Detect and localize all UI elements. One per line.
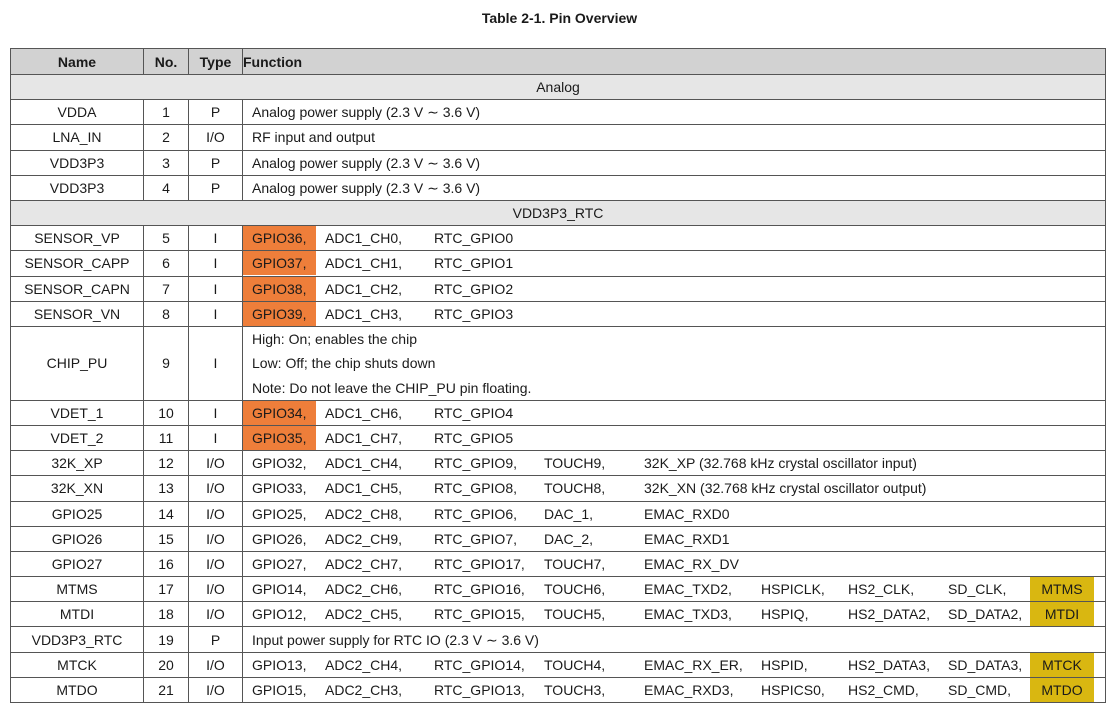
pin-number: 14 <box>144 501 189 526</box>
pin-type: P <box>189 100 243 125</box>
function-item: GPIO37, <box>243 251 316 275</box>
function-item: ADC2_CH7, <box>325 555 403 572</box>
function-item: TOUCH6, <box>544 581 606 598</box>
function-item: Analog power supply (2.3 V ∼ 3.6 V) <box>252 154 481 171</box>
function-item: ADC1_CH7, <box>325 430 403 447</box>
pin-function <box>243 125 1106 150</box>
pin-number: 3 <box>144 150 189 175</box>
function-item: GPIO13, <box>252 656 307 673</box>
pin-function <box>243 100 1106 125</box>
function-item: GPIO14, <box>252 581 307 598</box>
function-item: ADC1_CH6, <box>325 404 403 421</box>
function-item: EMAC_RXD1 <box>644 530 730 547</box>
function-item: RTC_GPIO4 <box>434 404 514 421</box>
pin-type: I <box>189 425 243 450</box>
table-row <box>11 326 1106 400</box>
function-item: EMAC_RXD3, <box>644 681 734 698</box>
function-item: RTC_GPIO3 <box>434 305 514 322</box>
pin-name: 32K_XN <box>11 476 144 501</box>
function-item: RTC_GPIO16, <box>434 581 525 598</box>
function-item: RTC_GPIO8, <box>434 480 517 497</box>
function-item: GPIO35, <box>243 426 316 450</box>
table-row <box>11 400 1106 425</box>
table-row <box>11 677 1106 702</box>
function-item: HS2_DATA2, <box>848 606 930 623</box>
function-item: HS2_DATA3, <box>848 656 930 673</box>
function-item: TOUCH4, <box>544 656 606 673</box>
table-row <box>11 577 1106 602</box>
function-item: GPIO27, <box>252 555 307 572</box>
pin-type: I/O <box>189 652 243 677</box>
pin-number: 12 <box>144 451 189 476</box>
function-item: ADC2_CH4, <box>325 656 403 673</box>
pin-name: VDD3P3 <box>11 150 144 175</box>
pin-type: I <box>189 301 243 326</box>
function-note: Low: Off; the chip shuts down <box>252 355 436 372</box>
function-item: EMAC_RXD0 <box>644 505 730 522</box>
function-item: ADC1_CH0, <box>325 230 403 247</box>
function-item: MTDI <box>1030 602 1094 626</box>
pin-type: P <box>189 150 243 175</box>
table-row <box>11 476 1106 501</box>
pin-name: LNA_IN <box>11 125 144 150</box>
pin-function <box>243 551 1106 576</box>
function-item: ADC2_CH8, <box>325 505 403 522</box>
pin-name: GPIO27 <box>11 551 144 576</box>
pin-type: I <box>189 276 243 301</box>
pin-name: 32K_XP <box>11 451 144 476</box>
function-item: RTC_GPIO0 <box>434 230 514 247</box>
pin-function <box>243 526 1106 551</box>
function-item: TOUCH9, <box>544 455 606 472</box>
function-item: SD_CLK, <box>948 581 1007 598</box>
pin-number: 19 <box>144 627 189 652</box>
table-row <box>11 451 1106 476</box>
function-item: EMAC_TXD2, <box>644 581 732 598</box>
function-note: Note: Do not leave the CHIP_PU pin floating. <box>252 379 532 396</box>
function-item: EMAC_RX_DV <box>644 555 739 572</box>
table-row <box>11 226 1106 251</box>
section-label: Analog <box>11 75 1106 100</box>
function-item: HS2_CMD, <box>848 681 919 698</box>
function-item: GPIO15, <box>252 681 307 698</box>
table-row <box>11 301 1106 326</box>
pin-type: I/O <box>189 501 243 526</box>
function-item: GPIO36, <box>243 226 316 250</box>
pin-number: 17 <box>144 577 189 602</box>
pin-number: 10 <box>144 400 189 425</box>
function-item: DAC_2, <box>544 530 594 547</box>
function-item: EMAC_RX_ER, <box>644 656 743 673</box>
section-row-analog <box>11 75 1106 100</box>
function-item: ADC1_CH3, <box>325 305 403 322</box>
pin-number: 20 <box>144 652 189 677</box>
function-note: High: On; enables the chip <box>252 331 417 348</box>
function-item: MTDO <box>1030 678 1094 702</box>
pin-number: 4 <box>144 175 189 200</box>
function-item: 32K_XN (32.768 kHz crystal oscillator output) <box>644 480 927 497</box>
pin-function <box>243 476 1106 501</box>
pin-name: SENSOR_VN <box>11 301 144 326</box>
function-item: RTC_GPIO2 <box>434 280 514 297</box>
pin-name: VDDA <box>11 100 144 125</box>
function-item: ADC1_CH1, <box>325 255 403 272</box>
function-item: RTC_GPIO13, <box>434 681 525 698</box>
function-item: ADC1_CH2, <box>325 280 403 297</box>
table-row <box>11 276 1106 301</box>
pin-type: I/O <box>189 451 243 476</box>
pin-number: 21 <box>144 677 189 702</box>
pin-type: I/O <box>189 526 243 551</box>
function-item: TOUCH7, <box>544 555 606 572</box>
table-row <box>11 652 1106 677</box>
pin-number: 15 <box>144 526 189 551</box>
pin-type: I/O <box>189 677 243 702</box>
function-item: Analog power supply (2.3 V ∼ 3.6 V) <box>252 104 481 121</box>
function-item: HSPICLK, <box>761 581 825 598</box>
function-item: ADC2_CH9, <box>325 530 403 547</box>
function-item: GPIO39, <box>243 302 316 326</box>
pin-number: 7 <box>144 276 189 301</box>
pin-type: P <box>189 627 243 652</box>
pin-number: 6 <box>144 251 189 276</box>
pin-function <box>243 425 1106 450</box>
function-item: HSPICS0, <box>761 681 825 698</box>
pin-name: VDET_1 <box>11 400 144 425</box>
pin-number: 18 <box>144 602 189 627</box>
col-header-no: No. <box>144 49 189 75</box>
pin-number: 2 <box>144 125 189 150</box>
pin-function <box>243 602 1106 627</box>
table-row <box>11 526 1106 551</box>
pin-function <box>243 326 1106 400</box>
pin-type: I <box>189 251 243 276</box>
pin-type: I <box>189 326 243 400</box>
function-item: RTC_GPIO15, <box>434 606 525 623</box>
pin-overview-table <box>10 48 1106 703</box>
function-item: GPIO25, <box>252 505 307 522</box>
table-title: Table 2-1. Pin Overview <box>481 10 638 26</box>
pin-function <box>243 627 1106 652</box>
pin-type: I <box>189 226 243 251</box>
function-item: ADC2_CH3, <box>325 681 403 698</box>
col-header-name: Name <box>11 49 144 75</box>
pin-function <box>243 150 1106 175</box>
function-item: MTMS <box>1030 577 1094 601</box>
pin-name: SENSOR_CAPP <box>11 251 144 276</box>
pin-type: I/O <box>189 125 243 150</box>
section-row-vdd3p3-rtc <box>11 200 1106 225</box>
function-item: SD_CMD, <box>948 681 1012 698</box>
function-item: Input power supply for RTC IO (2.3 V ∼ 3.6 V) <box>252 631 539 648</box>
function-item: SD_DATA2, <box>948 606 1023 623</box>
function-item: GPIO33, <box>252 480 307 497</box>
function-item: HS2_CLK, <box>848 581 915 598</box>
function-item: RF input and output <box>252 129 375 146</box>
function-item: RTC_GPIO7, <box>434 530 517 547</box>
pin-function <box>243 677 1106 702</box>
pin-name: VDD3P3 <box>11 175 144 200</box>
table-header-row <box>11 49 1106 75</box>
pin-function <box>243 652 1106 677</box>
function-item: TOUCH5, <box>544 606 606 623</box>
pin-name: GPIO25 <box>11 501 144 526</box>
function-item: MTCK <box>1030 653 1094 677</box>
pin-function <box>243 301 1106 326</box>
function-item: 32K_XP (32.768 kHz crystal oscillator input) <box>644 455 917 472</box>
pin-type: P <box>189 175 243 200</box>
table-row <box>11 627 1106 652</box>
table-row <box>11 602 1106 627</box>
col-header-type: Type <box>189 49 243 75</box>
table-row <box>11 251 1106 276</box>
pin-name: SENSOR_CAPN <box>11 276 144 301</box>
function-item: GPIO34, <box>243 401 316 425</box>
pin-name: MTDI <box>11 602 144 627</box>
function-item: Analog power supply (2.3 V ∼ 3.6 V) <box>252 179 481 196</box>
function-item: EMAC_TXD3, <box>644 606 732 623</box>
pin-function <box>243 501 1106 526</box>
pin-number: 5 <box>144 226 189 251</box>
function-item: RTC_GPIO6, <box>434 505 517 522</box>
function-item: RTC_GPIO1 <box>434 255 514 272</box>
function-item: HSPIQ, <box>761 606 809 623</box>
function-item: GPIO26, <box>252 530 307 547</box>
function-item: ADC2_CH6, <box>325 581 403 598</box>
table-row <box>11 501 1106 526</box>
table-row <box>11 175 1106 200</box>
pin-number: 8 <box>144 301 189 326</box>
pin-function <box>243 226 1106 251</box>
pin-name: GPIO26 <box>11 526 144 551</box>
pin-function <box>243 400 1106 425</box>
function-item: ADC1_CH5, <box>325 480 403 497</box>
function-item: RTC_GPIO9, <box>434 455 517 472</box>
pin-type: I/O <box>189 577 243 602</box>
function-item: TOUCH8, <box>544 480 606 497</box>
pin-name: VDET_2 <box>11 425 144 450</box>
function-item: GPIO12, <box>252 606 307 623</box>
pin-function <box>243 276 1106 301</box>
col-header-function: Function <box>243 49 1106 75</box>
pin-name: MTMS <box>11 577 144 602</box>
pin-name: MTDO <box>11 677 144 702</box>
section-label: VDD3P3_RTC <box>11 200 1106 225</box>
pin-type: I/O <box>189 602 243 627</box>
function-item: GPIO32, <box>252 455 307 472</box>
pin-name: VDD3P3_RTC <box>11 627 144 652</box>
function-item: RTC_GPIO14, <box>434 656 525 673</box>
table-row <box>11 551 1106 576</box>
pin-function <box>243 577 1106 602</box>
pin-name: MTCK <box>11 652 144 677</box>
table-row <box>11 100 1106 125</box>
function-item: HSPID, <box>761 656 808 673</box>
function-item: DAC_1, <box>544 505 594 522</box>
pin-name: CHIP_PU <box>11 326 144 400</box>
table-row <box>11 125 1106 150</box>
pin-number: 9 <box>144 326 189 400</box>
pin-number: 13 <box>144 476 189 501</box>
pin-type: I/O <box>189 476 243 501</box>
pin-number: 16 <box>144 551 189 576</box>
function-item: ADC1_CH4, <box>325 455 403 472</box>
pin-name: SENSOR_VP <box>11 226 144 251</box>
table-row <box>11 425 1106 450</box>
pin-type: I/O <box>189 551 243 576</box>
pin-type: I <box>189 400 243 425</box>
table-row <box>11 150 1106 175</box>
pin-number: 11 <box>144 425 189 450</box>
pin-function <box>243 451 1106 476</box>
pin-function <box>243 251 1106 276</box>
pin-number: 1 <box>144 100 189 125</box>
function-item: SD_DATA3, <box>948 656 1023 673</box>
function-item: RTC_GPIO5 <box>434 430 514 447</box>
function-item: RTC_GPIO17, <box>434 555 525 572</box>
function-item: TOUCH3, <box>544 681 606 698</box>
pin-function <box>243 175 1106 200</box>
function-item: GPIO38, <box>243 277 316 301</box>
function-item: ADC2_CH5, <box>325 606 403 623</box>
